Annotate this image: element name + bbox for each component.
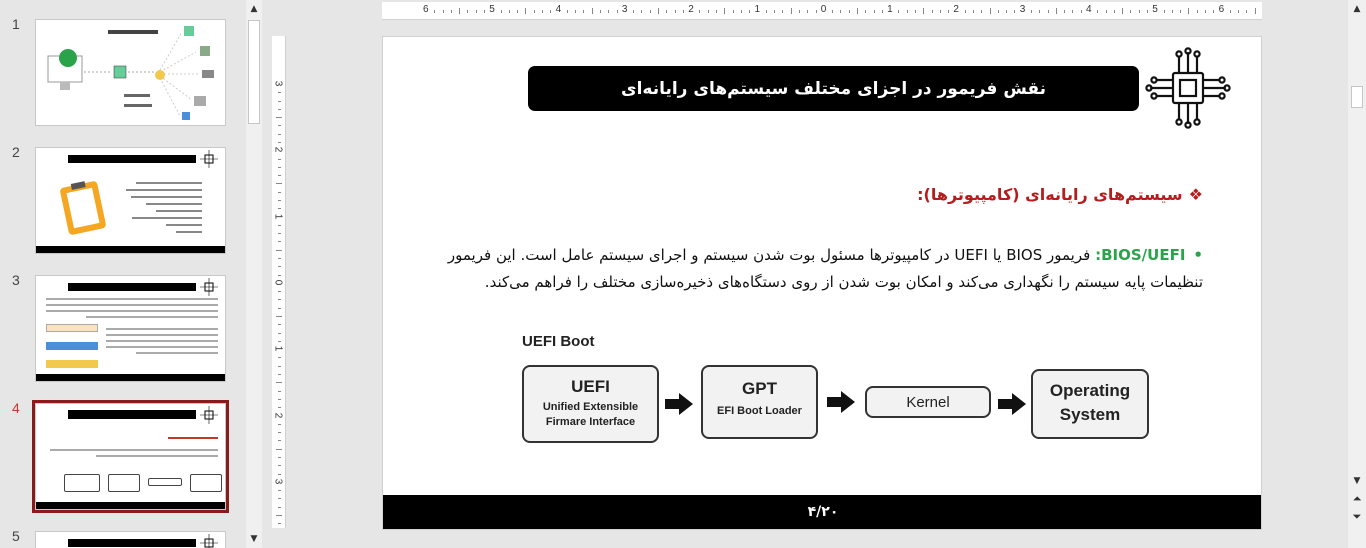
- slide-canvas[interactable]: [382, 36, 1262, 530]
- ruler-label: 1: [272, 345, 284, 352]
- ruler-tick: [666, 10, 667, 13]
- ruler-tick: [278, 357, 281, 358]
- ruler-tick: [932, 10, 933, 13]
- chip-icon: [199, 278, 219, 296]
- ruler-label: 6: [423, 4, 429, 15]
- thumbnail-title-bar: [68, 155, 196, 163]
- ruler-tick: [276, 117, 282, 118]
- slide-number: 5: [12, 528, 20, 544]
- ruler-tick: [278, 407, 281, 408]
- ruler-tick: [278, 399, 281, 400]
- ruler-label: 2: [272, 412, 284, 418]
- ruler-tick: [816, 10, 817, 13]
- ruler-tick: [278, 200, 281, 201]
- ruler-tick: [749, 10, 750, 13]
- ruler-tick: [724, 8, 725, 14]
- scrollbar-thumb[interactable]: [248, 20, 260, 124]
- ruler-tick: [641, 10, 642, 13]
- ruler-tick: [278, 391, 281, 392]
- ruler-tick: [276, 382, 282, 383]
- ruler-tick: [799, 10, 800, 13]
- ruler-tick: [907, 10, 908, 13]
- ruler-tick: [276, 515, 282, 516]
- gpt-box-subtitle: EFI Boot Loader: [717, 405, 802, 417]
- ruler-tick: [278, 208, 281, 209]
- ruler-tick: [517, 10, 518, 13]
- arrow-right-icon: [998, 393, 1026, 415]
- ruler-tick: [1139, 10, 1140, 13]
- operating-system-box-title: Operating System: [1049, 381, 1131, 424]
- slide-thumbnail-2[interactable]: [35, 147, 226, 254]
- ruler-tick: [525, 8, 526, 14]
- ruler-tick: [1039, 10, 1040, 13]
- keyword-bios-uefi: BIOS/UEFI:: [1095, 246, 1186, 264]
- slide-title: نقش فریمور در اجزای مختلف سیستم‌های رایانه‌ای: [620, 78, 1047, 99]
- ruler-tick: [1031, 10, 1032, 13]
- ruler-tick: [278, 241, 281, 242]
- ruler-tick: [990, 8, 991, 14]
- ruler-tick: [1246, 10, 1247, 13]
- scroll-up-icon[interactable]: ▲: [1353, 4, 1361, 14]
- ruler-tick: [278, 192, 281, 193]
- ruler-tick: [948, 10, 949, 13]
- ruler-tick: [278, 258, 281, 259]
- thumbnail-title-bar: [68, 410, 196, 419]
- ruler-tick: [658, 8, 659, 14]
- ruler-tick: [865, 10, 866, 13]
- ruler-tick: [683, 10, 684, 13]
- ruler-tick: [1056, 8, 1057, 14]
- ruler-tick: [915, 10, 916, 13]
- ruler-tick: [575, 10, 576, 13]
- ruler-tick: [600, 10, 601, 13]
- section-heading-text: سیستم‌های رایانه‌ای (کامپیوترها):: [917, 185, 1183, 204]
- ruler-tick: [278, 92, 281, 93]
- ruler-tick: [940, 10, 941, 13]
- uefi-box-subtitle: Unified Extensible Firmare Interface: [542, 401, 639, 428]
- ruler-tick: [849, 10, 850, 13]
- ruler-tick: [278, 374, 281, 375]
- thumbnail-title-bar: [68, 539, 196, 547]
- ruler-tick: [1014, 10, 1015, 13]
- ruler-tick: [965, 10, 966, 13]
- ruler-tick: [278, 465, 281, 466]
- slide-number: 2: [12, 144, 20, 160]
- ruler-label: 2: [953, 4, 959, 15]
- ruler-label: 6: [1218, 4, 1225, 15]
- body-text: فریمور BIOS یا UEFI در کامپیوترها مسئول بوت شدن سیستم و اجرای سیستم عامل است. این فریمور تنظیمات پایه سیستم را نگهداری می‌کند و امکان بوت شدن از روی دستگاه‌های ذخیره‌سازی مختلف را فراهم می‌کند.: [447, 246, 1203, 291]
- ruler-tick: [276, 316, 282, 317]
- ruler-tick: [567, 10, 568, 13]
- ruler-tick: [1130, 10, 1131, 13]
- ruler-tick: [484, 10, 485, 13]
- slide-thumbnail-1[interactable]: [35, 19, 226, 126]
- ruler-label: 3: [1019, 4, 1026, 15]
- ruler-tick: [617, 10, 618, 13]
- ruler-tick: [1172, 10, 1173, 13]
- ruler-tick: [278, 175, 281, 176]
- ruler-tick: [857, 8, 858, 14]
- ruler-tick: [708, 10, 709, 13]
- ruler-tick: [1164, 10, 1165, 13]
- ruler-tick: [1238, 10, 1239, 13]
- ruler-tick: [923, 8, 924, 14]
- slide-footer: [383, 495, 1262, 529]
- ruler-tick: [550, 10, 551, 13]
- ruler-tick: [476, 10, 477, 13]
- thumbnail-title-bar: [68, 283, 196, 291]
- ruler-tick: [278, 167, 281, 168]
- ruler-tick: [608, 10, 609, 13]
- slide-page-number: ۴/۲۰: [807, 504, 839, 520]
- ruler-tick: [1188, 8, 1189, 14]
- ruler-tick: [276, 250, 282, 251]
- slide-number: 4: [12, 400, 20, 416]
- thumbnail-scrollbar[interactable]: [246, 0, 262, 548]
- horizontal-ruler: [382, 2, 1262, 20]
- ruler-tick: [278, 498, 281, 499]
- gpt-box-title: GPT: [742, 379, 777, 398]
- ruler-tick: [278, 324, 281, 325]
- ruler-tick: [733, 10, 734, 13]
- ruler-tick: [633, 10, 634, 13]
- ruler-tick: [278, 507, 281, 508]
- slide-number: 1: [12, 16, 20, 32]
- previous-slide-icon[interactable]: ⏶: [1352, 492, 1362, 505]
- ruler-tick: [1097, 10, 1098, 13]
- ruler-tick: [509, 10, 510, 13]
- slide-thumbnail-4[interactable]: [35, 403, 226, 510]
- ruler-tick: [1048, 10, 1049, 13]
- ruler-tick: [675, 10, 676, 13]
- kernel-box-title: Kernel: [906, 394, 950, 411]
- thumbnail-footer: [36, 374, 226, 381]
- section-heading[interactable]: [917, 185, 1203, 204]
- circuit-chip-icon: [1145, 47, 1231, 129]
- ruler-tick: [278, 142, 281, 143]
- vertical-ruler: [272, 36, 286, 528]
- ruler-tick: [276, 449, 282, 450]
- thumbnail-footer: [36, 502, 226, 509]
- ruler-tick: [501, 10, 502, 13]
- uefi-boot-diagram[interactable]: [519, 329, 1159, 449]
- chip-icon: [199, 406, 219, 424]
- ruler-tick: [278, 101, 281, 102]
- ruler-tick: [276, 183, 282, 184]
- ruler-tick: [882, 10, 883, 13]
- clipboard-icon: [58, 178, 108, 236]
- ruler-tick: [1122, 8, 1123, 14]
- uefi-box: [522, 365, 659, 443]
- ruler-label: 4: [1086, 4, 1092, 15]
- ruler-label: 0: [272, 279, 284, 286]
- ruler-label: 2: [272, 147, 284, 153]
- ruler-tick: [459, 8, 460, 14]
- ruler-tick: [278, 424, 281, 425]
- next-slide-icon[interactable]: ⏷: [1352, 510, 1362, 523]
- ruler-tick: [1006, 10, 1007, 13]
- chip-icon: [199, 150, 219, 168]
- ruler-tick: [1197, 10, 1198, 13]
- ruler-label: 5: [489, 4, 495, 15]
- ruler-tick: [467, 10, 468, 13]
- ruler-tick: [1255, 8, 1256, 14]
- ruler-tick: [741, 10, 742, 13]
- ruler-tick: [278, 266, 281, 267]
- ruler-tick: [782, 10, 783, 13]
- ruler-tick: [278, 299, 281, 300]
- ruler-tick: [832, 10, 833, 13]
- ruler-label: 3: [621, 4, 628, 15]
- ruler-label: 1: [272, 213, 284, 219]
- ruler-tick: [998, 10, 999, 13]
- editor-scrollbar[interactable]: [1348, 0, 1366, 548]
- ruler-label: 3: [272, 80, 284, 87]
- ruler-label: 2: [688, 4, 694, 15]
- ruler-tick: [766, 10, 767, 13]
- slide-thumbnail-3[interactable]: [35, 275, 226, 382]
- body-paragraph[interactable]: [413, 242, 1203, 296]
- ruler-tick: [278, 275, 281, 276]
- ruler-tick: [443, 10, 444, 13]
- thumbnail-footer: [36, 246, 226, 253]
- ruler-tick: [278, 233, 281, 234]
- ruler-tick: [278, 333, 281, 334]
- ruler-tick: [774, 10, 775, 13]
- ruler-tick: [451, 10, 452, 13]
- ruler-tick: [807, 10, 808, 13]
- ruler-tick: [1147, 10, 1148, 13]
- slide-thumbnail-pane: [0, 0, 246, 548]
- ruler-tick: [1213, 10, 1214, 13]
- ruler-tick: [1064, 10, 1065, 13]
- ruler-tick: [973, 10, 974, 13]
- ruler-tick: [1205, 10, 1206, 13]
- uefi-box-title: UEFI: [571, 377, 610, 396]
- chip-icon: [199, 534, 219, 548]
- arrow-right-icon: [665, 393, 693, 415]
- ruler-tick: [1180, 10, 1181, 13]
- ruler-label: 5: [1152, 4, 1158, 15]
- ruler-label: 0: [820, 4, 827, 15]
- ruler-tick: [278, 125, 281, 126]
- ruler-tick: [716, 10, 717, 13]
- ruler-tick: [278, 109, 281, 110]
- scroll-down-icon[interactable]: ▼: [1353, 476, 1361, 486]
- ruler-tick: [534, 10, 535, 13]
- scroll-down-icon[interactable]: ▼: [250, 534, 258, 544]
- ruler-tick: [278, 159, 281, 160]
- operating-system-box: [1031, 369, 1149, 439]
- gpt-box: [701, 365, 818, 439]
- ruler-tick: [583, 10, 584, 13]
- ruler-tick: [699, 10, 700, 13]
- ruler-tick: [434, 10, 435, 13]
- ruler-tick: [1230, 10, 1231, 13]
- slide-number: 3: [12, 272, 20, 288]
- ruler-tick: [278, 457, 281, 458]
- ruler-tick: [278, 474, 281, 475]
- slide-thumbnail-5[interactable]: [35, 531, 226, 548]
- ruler-tick: [874, 10, 875, 13]
- ruler-tick: [592, 8, 593, 14]
- ruler-tick: [542, 10, 543, 13]
- bullet-icon: •: [1193, 246, 1203, 264]
- kernel-box: [865, 386, 991, 418]
- ruler-label: 1: [754, 4, 761, 15]
- ruler-tick: [278, 134, 281, 135]
- ruler-tick: [278, 341, 281, 342]
- ruler-tick: [278, 225, 281, 226]
- ruler-label: 1: [887, 4, 893, 15]
- firmware-diagram-thumbnail: [36, 20, 226, 126]
- ruler-tick: [650, 10, 651, 13]
- scrollbar-thumb[interactable]: [1351, 86, 1363, 108]
- ruler-tick: [278, 308, 281, 309]
- ruler-tick: [278, 366, 281, 367]
- ruler-tick: [278, 440, 281, 441]
- ruler-tick: [1072, 10, 1073, 13]
- ruler-tick: [840, 10, 841, 13]
- ruler-tick: [791, 8, 792, 14]
- diamond-bullet-icon: ❖: [1188, 185, 1203, 204]
- ruler-tick: [981, 10, 982, 13]
- ruler-tick: [278, 523, 281, 524]
- ruler-tick: [278, 432, 281, 433]
- ruler-tick: [278, 490, 281, 491]
- ruler-tick: [898, 10, 899, 13]
- scroll-up-icon[interactable]: ▲: [250, 4, 258, 14]
- ruler-tick: [1114, 10, 1115, 13]
- ruler-tick: [1106, 10, 1107, 13]
- slide-title-bar[interactable]: [528, 66, 1139, 111]
- arrow-right-icon: [827, 391, 855, 413]
- ruler-tick: [278, 291, 281, 292]
- ruler-label: 4: [555, 4, 562, 15]
- ruler-label: 3: [272, 478, 284, 485]
- diagram-title: UEFI Boot: [522, 333, 595, 350]
- ruler-tick: [1081, 10, 1082, 13]
